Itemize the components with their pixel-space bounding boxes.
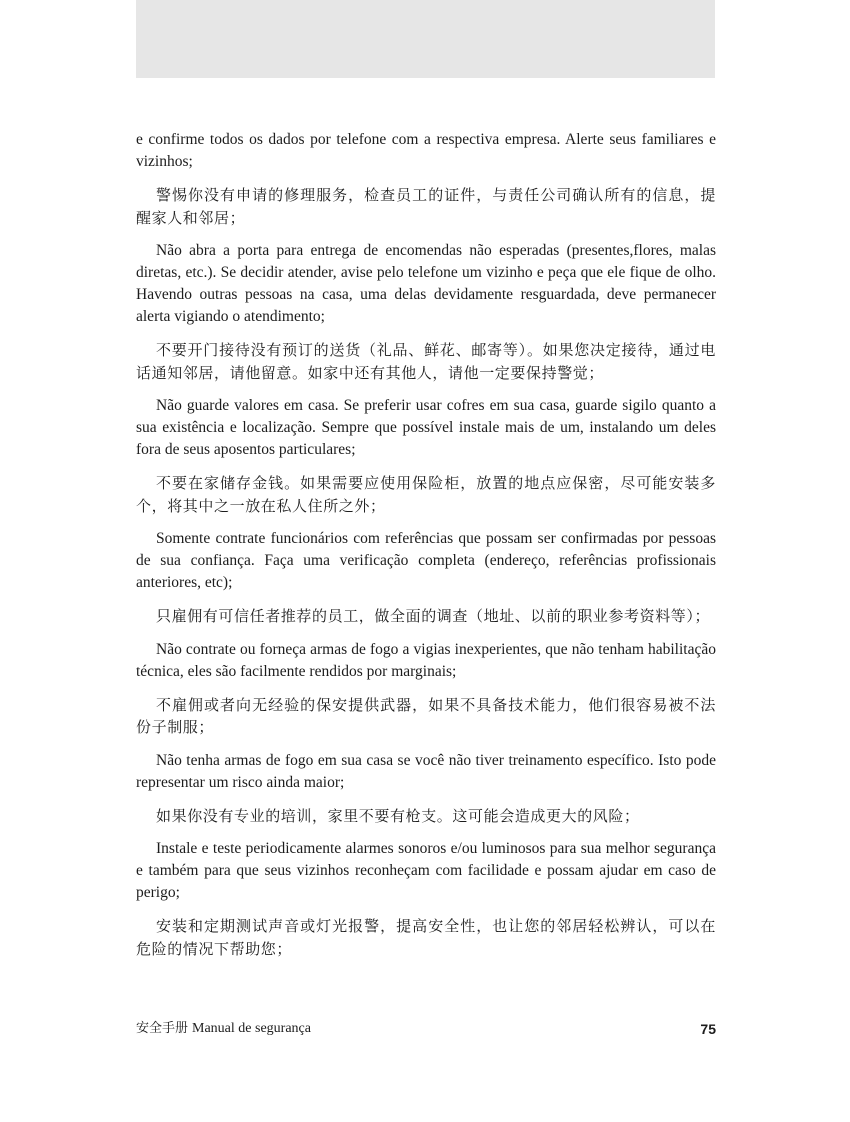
paragraph-portuguese: Não tenha armas de fogo em sua casa se você não tiver treinamento específico. Isto pode representar um risco ainda maior; — [136, 751, 716, 791]
paragraph-chinese: 只雇佣有可信任者推荐的员工，做全面的调查（地址、以前的职业参考资料等）； — [156, 607, 711, 625]
page-number: 75 — [700, 1021, 716, 1037]
paragraph-portuguese: e confirme todos os dados por telefone com a respectiva empresa. Alerte seus familiares e vizinhos; — [136, 131, 716, 170]
paragraph-portuguese: Não contrate ou forneça armas de fogo a vigias inexperientes, que não tenham habilitação técnica, eles são facilmente rendidos por marginais; — [136, 640, 716, 680]
paragraph-portuguese: Somente contrate funcionários com referências que possam ser confirmadas por pessoas de sua confiança. Faça uma verificação completa (endereço, referências profissionais anteriores, etc); — [136, 530, 716, 591]
footer-title — [136, 1019, 311, 1039]
paragraph-portuguese: Não abra a porta para entrega de encomendas não esperadas (presentes,flores, malas diretas, etc.). Se decidir atender, avise pelo telefone um vizinho e peça que ele fique de olho. Havendo outras pessoas na casa, uma delas devidamente resguardada, deve permanecer alerta vigiando o atendimento; — [136, 242, 716, 325]
paragraph-chinese: 不要开门接待没有预订的送货（礼品、鲜花、邮寄等）。如果您决定接待，通过电话通知邻居，请他留意。如家中还有其他人，请他一定要保持警觉； — [136, 341, 716, 382]
page-footer — [136, 1019, 716, 1043]
footer-title-pt: Manual de segurança — [192, 1021, 311, 1036]
header-band — [136, 0, 715, 78]
footer-title-zh: 安全手册 — [136, 1021, 189, 1036]
paragraph-chinese: 安装和定期测试声音或灯光报警，提高安全性，也让您的邻居轻松辨认，可以在危险的情况下帮助您； — [136, 917, 716, 958]
paragraph-portuguese: Instale e teste periodicamente alarmes sonoros e/ou luminosos para sua melhor segurança e também para que seus vizinhos reconheçam com facilidade e possam ajudar em caso de perigo; — [136, 840, 716, 901]
page-body — [136, 129, 716, 971]
paragraph-chinese: 如果你没有专业的培训，家里不要有枪支。这可能会造成更大的风险； — [156, 806, 640, 825]
paragraph-chinese: 不要在家储存金钱。如果需要应使用保险柜，放置的地点应保密，尽可能安装多个，将其中之一放在私人住所之外； — [136, 474, 716, 515]
paragraph-chinese: 警惕你没有申请的修理服务，检查员工的证件，与责任公司确认所有的信息，提醒家人和邻居； — [136, 186, 716, 227]
paragraph-portuguese: Não guarde valores em casa. Se preferir usar cofres em sua casa, guarde sigilo quanto a sua existência e localização. Sempre que possível instale mais de um, instalando um deles fora de seus aposentos particulares; — [136, 397, 716, 458]
paragraph-chinese: 不雇佣或者向无经验的保安提供武器，如果不具备技术能力，他们很容易被不法份子制服； — [136, 695, 716, 736]
